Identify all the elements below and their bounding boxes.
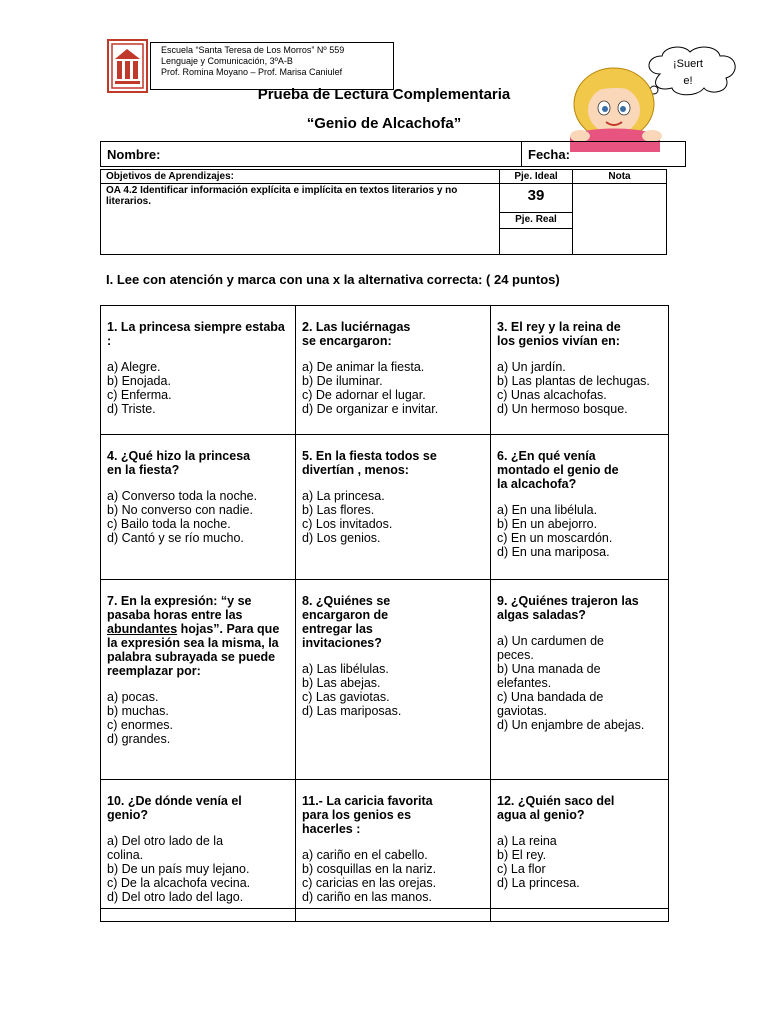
empty-cell: [101, 909, 296, 922]
question-9-title: 9. ¿Quiénes trajeron las algas saladas?: [497, 594, 639, 622]
bubble-text: ¡Suert e!: [673, 58, 703, 87]
question-3: [491, 306, 669, 435]
question-4-options[interactable]: a) Converso toda la noche. b) No converso con nadie. c) Bailo toda la noche. d) Cantó y se río mucho.: [107, 489, 258, 545]
question-11-title: 11.- La caricia favorita para los genios es hacerles :: [302, 794, 433, 836]
question-2-title: 2. Las luciérnagas se encargaron:: [302, 320, 411, 348]
question-6: [491, 435, 669, 580]
question-7: [101, 580, 296, 780]
question-3-options[interactable]: a) Un jardín. b) Las plantas de lechugas. c) Unas alcachofas. d) Un hermoso bosque.: [497, 360, 650, 416]
empty-cell: [491, 909, 669, 922]
school-logo: [107, 39, 148, 93]
question-5-options[interactable]: a) La princesa. b) Las flores. c) Los invitados. d) Los genios.: [302, 489, 393, 545]
date-label: Fecha:: [528, 146, 570, 162]
question-8-options[interactable]: a) Las libélulas. b) Las abejas. c) Las gaviotas. d) Las mariposas.: [302, 662, 402, 718]
date-field[interactable]: [522, 142, 686, 167]
question-6-options[interactable]: a) En una libélula. b) En un abejorro. c) En un moscardón. d) En una mariposa.: [497, 503, 613, 559]
question-7-options[interactable]: a) pocas. b) muchas. c) enormes. d) grandes.: [107, 690, 173, 746]
nota-header: Nota: [573, 170, 667, 184]
question-6-title: 6. ¿En qué venía montado el genio de la alcachofa?: [497, 449, 619, 491]
question-7-title-part1: 7. En la expresión: “y se pasaba horas entre las: [107, 594, 252, 622]
page-subtitle: “Genio de Alcachofa”: [306, 115, 462, 132]
question-9: [491, 580, 669, 780]
girl-illustration: [556, 66, 668, 152]
school-name: Escuela “Santa Teresa de Los Morros” Nº 559: [161, 45, 345, 55]
question-7-title-part2: hojas”. Para que la expresión sea la misma, la palabra subrayada se puede reemplazar por:: [107, 622, 280, 678]
question-10-options[interactable]: a) Del otro lado de la colina. b) De un país muy lejano. c) De la alcachofa vecina. d) Del otro lado del lago.: [107, 834, 251, 904]
question-7-underlined-word: abundantes: [107, 622, 178, 636]
question-12-options[interactable]: a) La reina b) El rey. c) La flor d) La princesa.: [497, 834, 580, 890]
objectives-table: [100, 169, 667, 255]
question-1: [101, 306, 296, 435]
school-info-box: [150, 42, 394, 90]
question-2: [296, 306, 491, 435]
question-10: [101, 780, 296, 909]
questions-table: [100, 305, 669, 922]
name-field[interactable]: [101, 142, 522, 167]
question-10-title: 10. ¿De dónde venía el genio?: [107, 794, 242, 822]
question-5-title: 5. En la fiesta todos se divertían , menos:: [302, 449, 437, 477]
objectives-header: Objetivos de Aprendizajes:: [101, 170, 500, 184]
question-8-title: 8. ¿Quiénes se encargaron de entregar las invitaciones?: [302, 594, 391, 650]
question-8: [296, 580, 491, 780]
question-11: [296, 780, 491, 909]
question-1-options[interactable]: a) Alegre. b) Enojada. c) Enferma. d) Triste.: [107, 360, 172, 416]
question-9-options[interactable]: a) Un cardumen de peces. b) Una manada de elefantes. c) Una bandada de gaviotas. d) Un enjambre de abejas.: [497, 634, 645, 732]
nota-field[interactable]: [573, 184, 667, 255]
question-11-options[interactable]: a) cariño en el cabello. b) cosquillas en la nariz. c) caricias en las orejas. d) cariño en las manos.: [302, 848, 437, 904]
empty-cell: [296, 909, 491, 922]
course-line: Lenguaje y Comunicación, 3ºA-B: [161, 56, 293, 66]
pje-real-label: Pje. Real: [500, 213, 573, 228]
question-12: [491, 780, 669, 909]
name-label: Nombre:: [107, 146, 161, 162]
question-7-title: [107, 594, 289, 678]
objective-text: OA 4.2 Identificar información explícita e implícita en textos literarios y no literarios.: [101, 184, 500, 255]
pje-ideal-value: 39: [500, 184, 573, 213]
question-4-title: 4. ¿Qué hizo la princesa en la fiesta?: [107, 449, 251, 477]
question-5: [296, 435, 491, 580]
question-2-options[interactable]: a) De animar la fiesta. b) De iluminar. c) De adornar el lugar. d) De organizar e invitar.: [302, 360, 439, 416]
question-4: [101, 435, 296, 580]
pje-real-field[interactable]: [500, 228, 573, 254]
pje-ideal-header: Pje. Ideal: [500, 170, 573, 184]
question-1-title: 1. La princesa siempre estaba :: [107, 320, 285, 348]
question-3-title: 3. El rey y la reina de los genios vivían en:: [497, 320, 621, 348]
name-date-table: [100, 141, 686, 167]
question-12-title: 12. ¿Quién saco del agua al genio?: [497, 794, 615, 822]
instructions: I. Lee con atención y marca con una x la alternativa correcta: ( 24 puntos): [106, 272, 560, 287]
teachers-line: Prof. Romina Moyano – Prof. Marisa Caniulef: [161, 67, 343, 77]
page-title: Prueba de Lectura Complementaria: [257, 86, 511, 103]
